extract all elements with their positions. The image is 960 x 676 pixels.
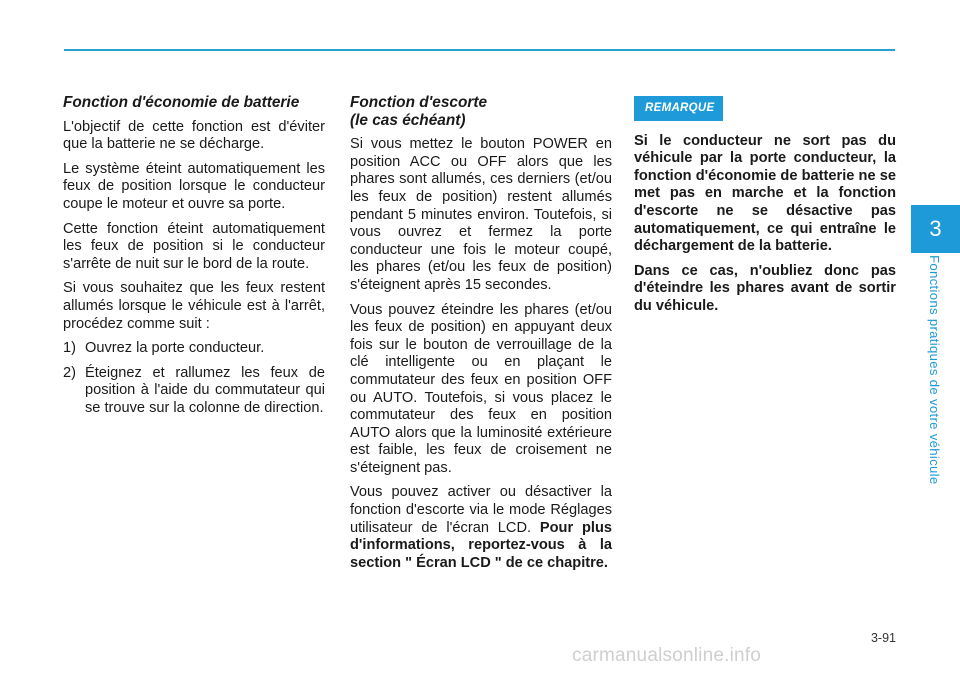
page-number: 3-91 — [870, 631, 896, 645]
column-battery-saver — [63, 90, 325, 425]
battery-saver-heading: Fonction d'économie de batterie — [63, 94, 300, 111]
note-paragraph-1: Si le conducteur ne sort pas du véhicule par la porte conducteur, la fonction d'économie de batterie ne se met pas en marche et la fonction d'escorte ne se désactive pas automatiquement, ce qui entraîne le déchargement de la batterie. — [634, 132, 896, 255]
chapter-title: Fonctions pratiques de votre véhicule — [927, 255, 942, 485]
step-number: 1) — [63, 340, 76, 357]
escort-heading-line-1: Fonction d'escorte — [350, 94, 488, 111]
note-paragraph-2: Dans ce cas, n'oubliez donc pas d'éteindre les phares avant de sortir du véhicule. — [634, 262, 896, 314]
escort-paragraph-3-reference: Pour plus d'informations, reportez-vous à la section " Écran LCD " de ce chapitre. — [350, 519, 613, 571]
battery-saver-intro: L'objectif de cette fonction est d'éviter que la batterie ne se décharge. — [63, 118, 325, 153]
column-escort-function — [350, 90, 612, 579]
escort-paragraph-1: Si vous mettez le bouton POWER en position ACC ou OFF alors que les phares sont allumés, ces derniers (et/ou les feux de position) restent allumés pendant 5 minutes environ. Toutefois, si vous ouvrez et fermez la porte conducteur une fois le moteur coupé, les phares (et/ou les feux de position) s'éteignent après 15 secondes. — [350, 136, 612, 293]
escort-paragraph-3-text: Vous pouvez activer ou désactiver la fonction d'escorte via le mode Réglages utilisateur de l'écran LCD. — [350, 484, 612, 536]
escort-paragraph-3 — [350, 484, 612, 572]
step-2 — [63, 365, 325, 418]
battery-saver-paragraph-4: Si vous souhaitez que les feux restent allumés lorsque le véhicule est à l'arrêt, procédez comme suit : — [63, 280, 325, 332]
battery-saver-paragraph-3: Cette fonction éteint automatiquement les feux de position si le conducteur s'arrête de nuit sur le bord de la route. — [63, 220, 325, 272]
step-1 — [63, 340, 325, 358]
chapter-tab: 3 — [911, 205, 960, 253]
header-rule — [64, 49, 895, 51]
column-note — [634, 90, 896, 323]
battery-saver-paragraph-2: Le système éteint automatiquement les feux de position lorsque le conducteur coupe le moteur et ouvre sa porte. — [63, 160, 325, 212]
escort-heading-line-2: (le cas échéant) — [350, 111, 466, 129]
step-text: Ouvrez la porte conducteur. — [85, 340, 265, 357]
escort-paragraph-2: Vous pouvez éteindre les phares (et/ou les feux de position) en appuyant deux fois sur le bouton de verrouillage de la clé intelligente ou en plaçant le commutateur des feux en position OFF ou AUTO. Toutefois, si vous placez le commutateur des feux en position AUTO alors que la luminosité extérieure est faible, les feux de croisement ne s'éteignent pas. — [350, 301, 612, 476]
step-number: 2) — [63, 364, 76, 381]
watermark: carmanualsonline.info — [572, 645, 762, 666]
note-badge: REMARQUE — [634, 96, 723, 121]
step-text: Éteignez et rallumez les feux de position à l'aide du commutateur qui se trouve sur la colonne de direction. — [85, 364, 325, 416]
escort-heading — [350, 94, 612, 129]
